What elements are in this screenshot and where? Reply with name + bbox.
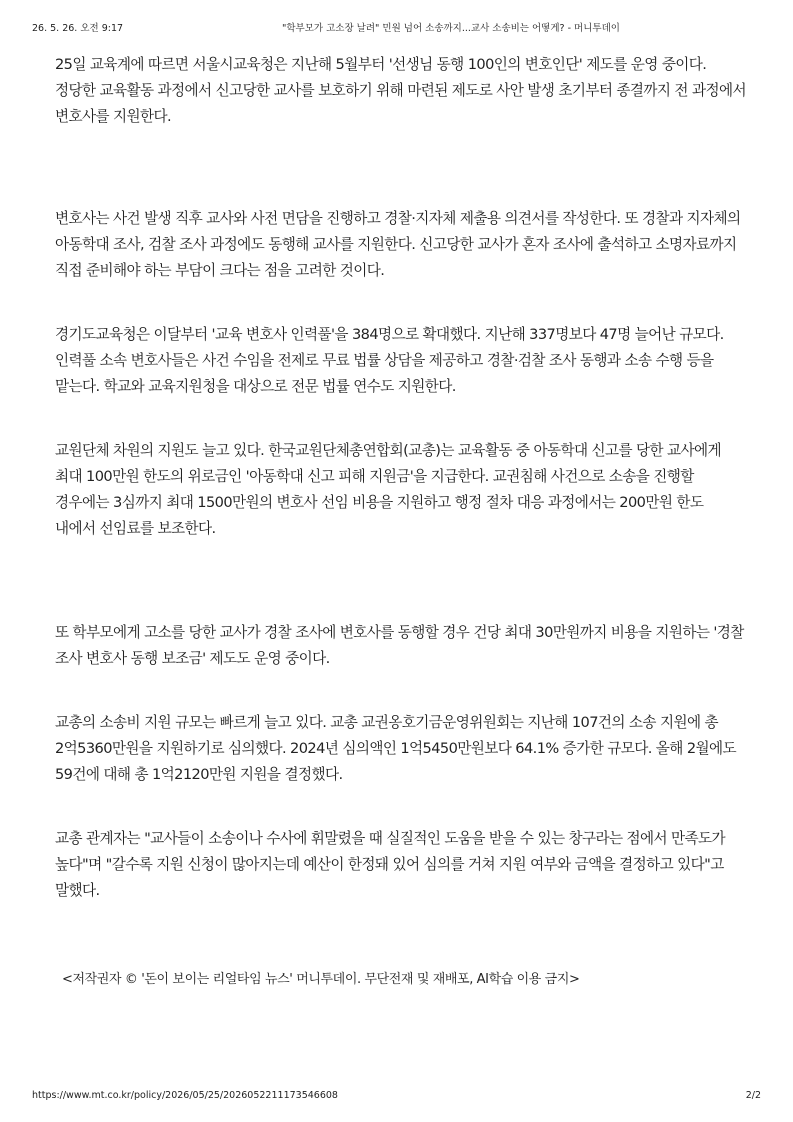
print-header [0, 20, 793, 34]
article-paragraph: 교총 관계자는 "교사들이 소송이나 수사에 휘말렸을 때 실질적인 도움을 받을 수 있는 창구라는 점에서 만족도가 높다"며 "갈수록 지원 신청이 많아지는데 예산이 한정돼 있어 심의를 거쳐 지원 여부와 금액을 결정하고 있다"고 말했다. [55, 830, 726, 899]
article-paragraph: 또 학부모에게 고소를 당한 교사가 경찰 조사에 변호사를 동행할 경우 건당 최대 30만원까지 비용을 지원하는 '경찰 조사 변호사 동행 보조금' 제도도 운영 중이다. [55, 624, 744, 667]
article-paragraph: 변호사는 사건 발생 직후 교사와 사전 면담을 진행하고 경찰·지자체 제출용 의견서를 작성한다. 또 경찰과 지자체의 아동학대 조사, 검찰 조사 과정에도 동행해 교사를 지원한다. 신고당한 교사가 혼자 조사에 출석하고 소명자료까지 직접 준비해야 하는 부담이 크다는 점을 고려한 것이다. [55, 210, 741, 279]
article-paragraph: 25일 교육계에 따르면 서울시교육청은 지난해 5월부터 '선생님 동행 100인의 변호인단' 제도를 운영 중이다. 정당한 교육활동 과정에서 신고당한 교사를 보호하기 위해 마련된 제도로 사안 발생 초기부터 종결까지 전 과정에서 변호사를 지원한다. [55, 56, 746, 125]
copyright-notice: <저작권자 © '돈이 보이는 리얼타임 뉴스' 머니투데이. 무단전재 및 재배포, AI학습 이용 금지> [62, 972, 580, 987]
article-paragraph: 교총의 소송비 지원 규모는 빠르게 늘고 있다. 교총 교권옹호기금운영위원회는 지난해 107건의 소송 지원에 총 2억5360만원을 지원하기로 심의했다. 2024년 심의액인 1억5450만원보다 64.1% 증가한 규모다. 올해 2월에도 59건에 대해 총 1억2120만원 지원을 결정했다. [55, 714, 737, 783]
article-paragraph: 경기도교육청은 이달부터 '교육 변호사 인력풀'을 384명으로 확대했다. 지난해 337명보다 47명 늘어난 규모다. 인력풀 소속 변호사들은 사건 수임을 전제로 무료 법률 상담을 제공하고 경찰·검찰 조사 동행과 소송 수행 등을 맡는다. 학교와 교육지원청을 대상으로 전문 법률 연수도 지원한다. [55, 326, 724, 395]
article-body [55, 52, 747, 899]
print-footer [0, 1090, 793, 1104]
page-number: 2/2 [745, 1090, 761, 1101]
article-paragraph: 교원단체 차원의 지원도 늘고 있다. 한국교원단체총연합회(교총)는 교육활동 중 아동학대 신고를 당한 교사에게 최대 100만원 한도의 위로금인 '아동학대 신고 피해 지원금'을 지급한다. 교권침해 사건으로 소송을 진행할 경우에는 3심까지 최대 1500만원의 변호사 선임 비용을 지원하고 행정 절차 대응 과정에서는 200만원 한도 내에서 선임료를 보조한다. [55, 442, 722, 537]
print-url: https://www.mt.co.kr/policy/2026/05/25/2026052211173546608 [32, 1090, 338, 1101]
print-page-title: "학부모가 고소장 날려" 민원 넘어 소송까지...교사 소송비는 어떻게? - 머니투데이 [282, 23, 620, 34]
print-date: 26. 5. 26. 오전 9:17 [32, 23, 124, 34]
